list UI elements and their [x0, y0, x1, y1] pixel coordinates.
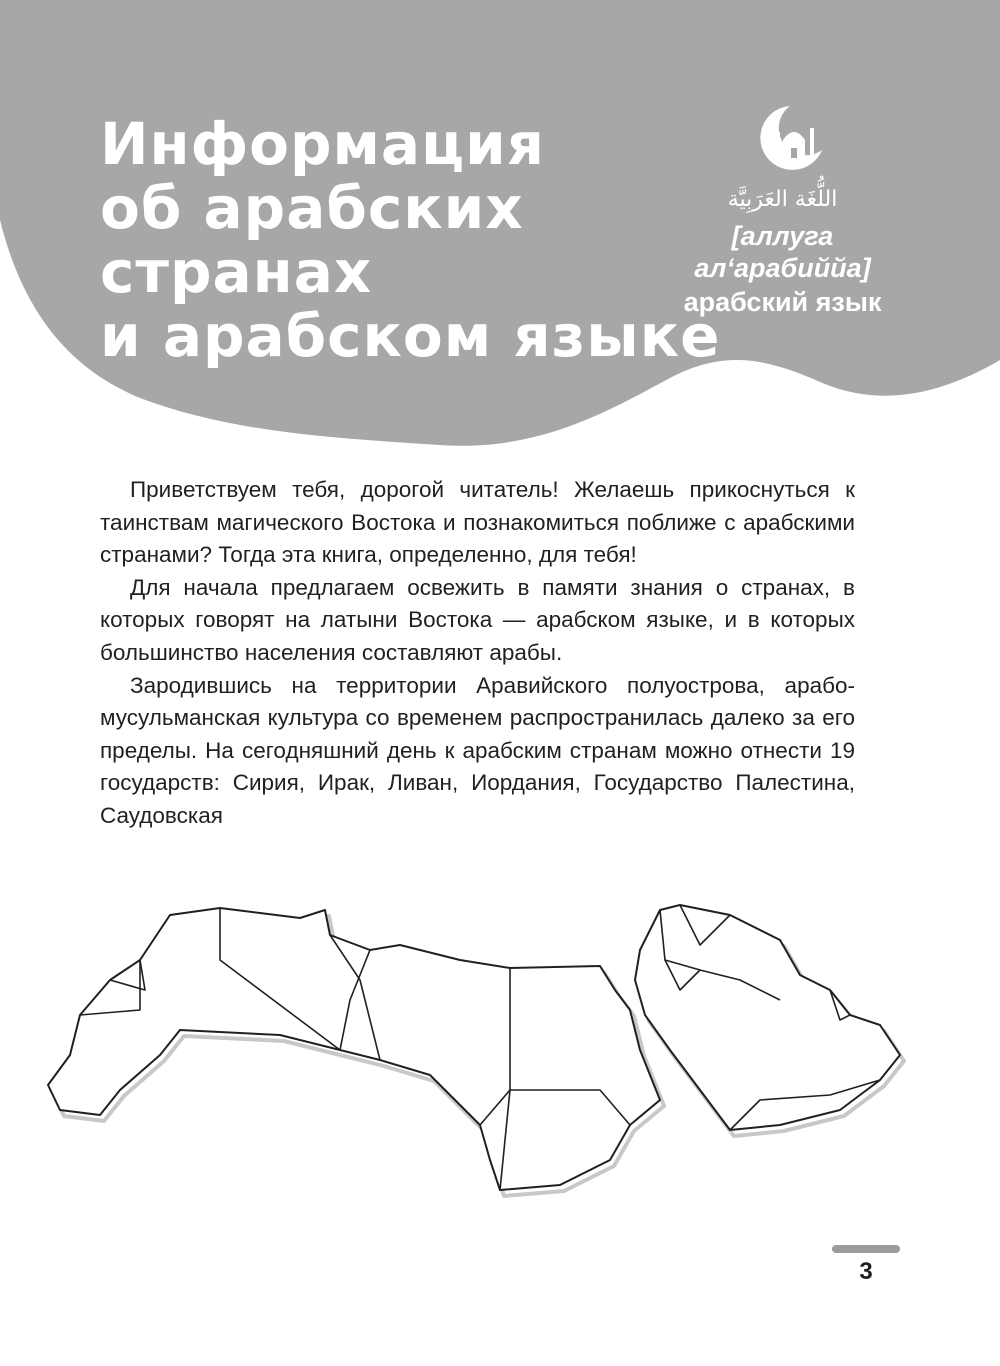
arab-world-outline-map — [40, 900, 920, 1200]
transliteration-line2: ал‘арабиййа] — [694, 253, 871, 283]
title-line: Информация — [100, 110, 545, 178]
paragraph: Приветствуем тебя, дорогой читатель! Желаешь прикоснуться к таинствам магического Востока и познакомиться поближе с арабскими странами? Тогда эта книга, определенно, для тебя! — [100, 477, 855, 568]
transliteration-line1: [аллуга — [731, 221, 834, 251]
page-number-bar — [832, 1245, 900, 1253]
paragraph: Для начала предлагаем освежить в памяти знания о странах, в которых говорят на латыни Востока — арабском языке, и в которых большинство населения составляют арабы. — [100, 574, 855, 665]
title-line: и арабском языке — [100, 302, 721, 370]
page-title — [100, 110, 721, 370]
title-line: странах — [100, 238, 373, 306]
title-line: об арабских — [100, 174, 524, 242]
language-box — [650, 180, 915, 320]
russian-term: арабский язык — [683, 287, 882, 317]
page-number: 3 — [859, 1258, 873, 1285]
body-text — [100, 474, 855, 833]
crescent-mosque-icon — [750, 102, 830, 172]
arabic-term: اللُّغَة العَرَبِيَّة — [727, 187, 838, 212]
paragraph: Зародившись на территории Аравийского полуострова, арабо-мусульманская культура со временем распространилась далеко за его пределы. На сегодняшний день к арабским странам можно отнести 19 государств: Сирия, Ирак, Ливан, Иордания, Государство Палестина, Саудовская — [100, 672, 855, 828]
